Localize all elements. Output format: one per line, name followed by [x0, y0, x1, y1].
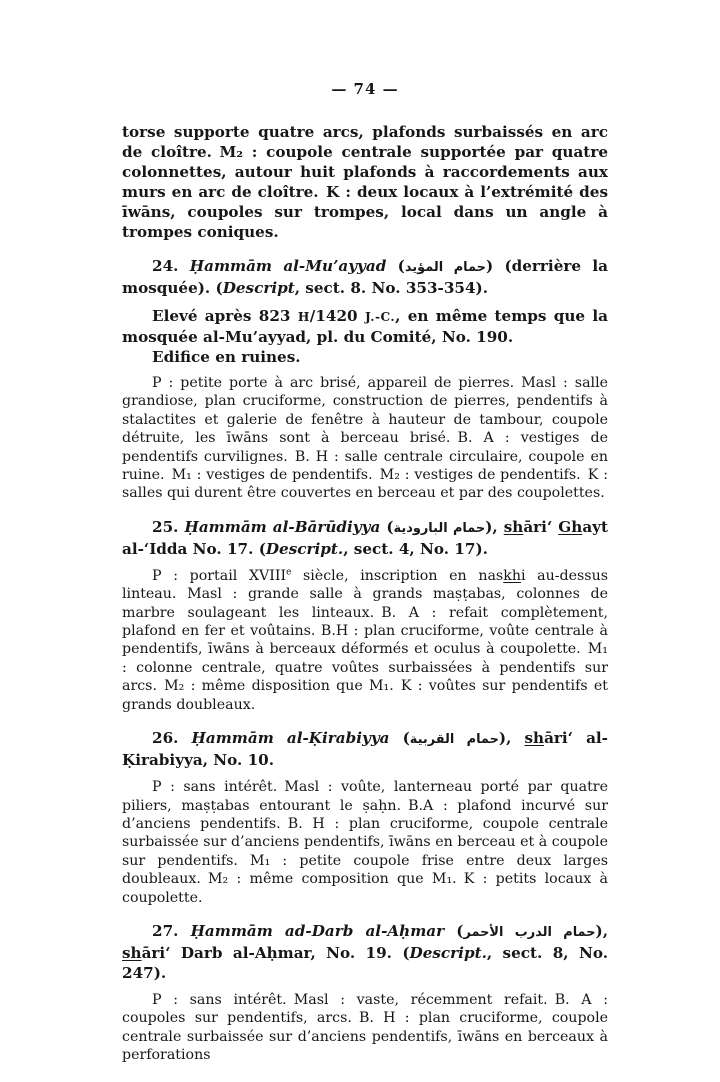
text-run: āri‘: [523, 517, 559, 536]
text-run: āri‘ Darb al-Aḥmar, No. 19. (: [141, 943, 410, 962]
text-run: ayt al-‘Idda No. 17. (: [122, 517, 608, 558]
text-run: , en même temps que la mosquée al-Mu’ayyad, pl. du Comité, No. 190.: [122, 307, 609, 346]
text-run: Ḥammām al-Mu’ayyad: [189, 257, 387, 275]
text-run: e: [286, 567, 292, 578]
text-run: āri‘ al-Ḳirabiyya, No. 10.: [122, 729, 608, 770]
text-run: (: [444, 921, 464, 940]
text-run: 26.: [152, 729, 192, 748]
text-run: Descript: [222, 279, 295, 297]
text-run: sh: [524, 729, 545, 748]
text-run: Elevé après 823: [152, 307, 298, 325]
text-run: P : portail XVIII: [152, 567, 287, 584]
text-run: Ḥammām ad-Darb al-Aḥmar: [190, 921, 445, 940]
text-run: H: [297, 310, 310, 324]
text-run: ),: [595, 921, 608, 940]
text-run: torse supporte quatre arcs, plafonds surbaissés en arc de cloître. M₂ : coupole centrale supportée par quatre colonnettes, autour huit plafonds à raccordements aux murs en arc de cloître. K : deux locaux à l’extrémité des īwāns, coupoles sur trompes, local dans un angle à trompes coniques.: [122, 123, 608, 241]
entry-24-condition: [122, 347, 608, 367]
text-run: Edifice en ruines.: [152, 348, 301, 366]
text-run: 25.: [152, 517, 185, 536]
text-run: ),: [485, 517, 504, 536]
text-run: حمام المؤيد: [404, 260, 486, 275]
entry-24-dating: [122, 306, 608, 347]
text-run: Descript.: [409, 943, 487, 962]
entry-25-heading: [122, 517, 608, 559]
text-run: , sect. 8. No. 353-354).: [294, 279, 489, 297]
entry-26-description: [122, 778, 608, 907]
text-run: , sect. 8, No. 247).: [122, 943, 608, 982]
entry-27-description: [122, 991, 608, 1065]
text-run: حمام الدرب الأحمر: [463, 924, 596, 940]
entry-24-heading: [122, 256, 608, 298]
text-run: 24.: [152, 257, 190, 275]
text-run: siècle, inscription en nas: [291, 567, 504, 584]
text-run: J.-C.: [364, 310, 396, 324]
text-run: , sect. 4, No. 17).: [343, 539, 488, 558]
entry-24-description: [122, 374, 608, 503]
text-run: Ḥammām al-Bārūdiyya: [184, 517, 381, 536]
text-run: (: [389, 729, 410, 748]
text-run: sh: [503, 517, 524, 536]
text-run: Ḥammām al-Ḳirabiyya: [191, 729, 390, 748]
text-run: حمام البارودية: [393, 520, 486, 536]
text-run: P : sans intérêt. Masl : voûte, lanterneau porté par quatre piliers, maṣṭabas entourant le ṣaḥn. B.A : plafond incurvé sur d’anciens pendentifs. B. H : plan cruciforme, coupole centrale surbaissée sur d’anciens pendentifs, īwāns en berceau et à coupole sur pendentifs. M₁ : petite coupole frise entre deux larges doubleaux. M₂ : même composition que M₁. K : petits locaux à coupolette.: [122, 779, 608, 906]
text-run: ) (derrière la mosquée). (: [122, 257, 608, 297]
text-run: 27.: [152, 921, 191, 940]
text-run: sh: [122, 943, 142, 962]
text-run: i au-dessus linteau. Masl : grande salle à grands maṣṭabas, colonnes de marbre soulageant les linteaux. B. A : refait complètement, plafond en fer et voûtains. B.H : plan cruciforme, voûte centrale à pendentifs, īwāns à berceaux déformés et oculus à coupolette. M₁ : colonne centrale, quatre voûtes surbaissées à pendentifs sur arcs. M₂ : même disposition que M₁. K : voûtes sur pendentifs et grands doubleaux.: [122, 567, 608, 713]
text-run: /1420: [309, 307, 365, 325]
text-run: (: [380, 517, 394, 536]
text-run: P : petite porte à arc brisé, appareil de pierres. Masl : salle grandiose, plan cruciforme, construction de pierres, pendentifs à stalactites et galerie de fenêtre à hauteur de tambour, coupole détruite, les īwāns sont à berceau brisé. B. A : vestiges de pendentifs curvilignes. B. H : salle centrale circulaire, coupole en ruine. M₁ : vestiges de pendentifs. M₂ : vestiges de pendentifs. K : salles qui durent être couvertes en berceau et par des coupolettes.: [122, 375, 608, 502]
entry-26-heading: [122, 728, 608, 770]
text-run: حمام القربية: [409, 732, 499, 748]
entry-25-description: [122, 567, 608, 714]
continuation-paragraph: [122, 122, 608, 242]
text-run: Gh: [558, 517, 583, 536]
text-run: kh: [503, 567, 521, 584]
text-run: (: [386, 257, 405, 275]
text-run: Descript.: [265, 539, 344, 558]
page-number: — 74 —: [331, 80, 399, 98]
text-run: P : sans intérêt. Masl : vaste, récemment refait. B. A : coupoles sur pendentifs, arcs. B. H : plan cruciforme, coupole centrale surbaissée sur d’anciens pendentifs, īwāns en berceaux à perforations: [122, 991, 608, 1064]
entry-27-heading: [122, 921, 608, 983]
text-run: ),: [498, 729, 525, 748]
